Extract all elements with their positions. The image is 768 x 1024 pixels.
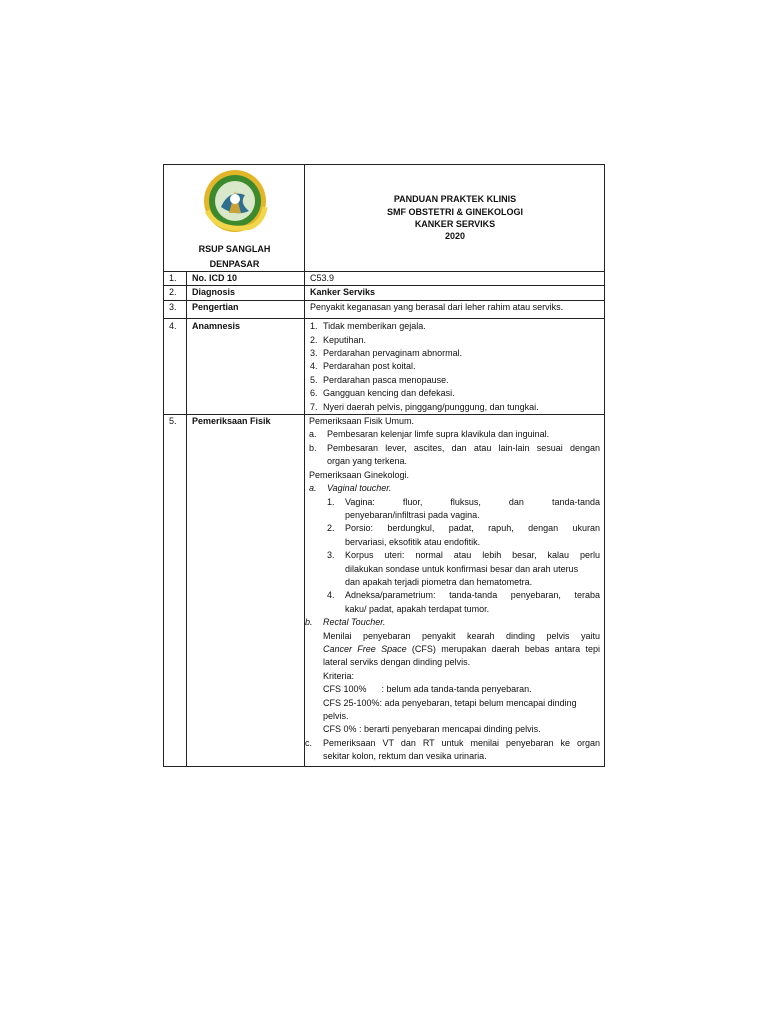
anamnesis-list <box>305 319 605 415</box>
list-item <box>310 401 600 414</box>
physical-exam-cell <box>305 415 605 767</box>
header-row <box>164 165 605 272</box>
criteria-title: Kriteria: <box>323 670 355 681</box>
row-value: Kanker Serviks <box>305 286 605 300</box>
table-row <box>164 300 605 318</box>
item-text: Pembesaran lever, ascites, dan atau lain-lain sesuai dengan <box>327 442 600 453</box>
row-number: 3. <box>164 300 187 318</box>
general-exam-title: Pemeriksaan Fisik Umum. <box>309 416 415 427</box>
title-line-2: SMF OBSTETRI & GINEKOLOGI <box>386 206 523 217</box>
item-text: Pemeriksaan VT dan RT untuk menilai penyebaran ke organ <box>323 737 600 748</box>
list-item <box>310 320 600 333</box>
list-item <box>309 428 600 441</box>
cfs-desc: (CFS) merupakan daerah bebas antara tepi <box>406 643 600 654</box>
list-item <box>305 737 600 764</box>
item-number: 5. <box>310 374 318 385</box>
guideline-table <box>163 164 605 767</box>
hospital-name-line1: RSUP SANGLAH <box>198 244 271 254</box>
vaginal-toucher-title: Vaginal toucher. <box>327 483 392 494</box>
item-text: Perdarahan pasca menopause. <box>323 374 449 385</box>
item-letter: c. <box>305 737 313 748</box>
item-text: penyebaran/infiltrasi pada vagina. <box>345 509 480 520</box>
item-text: lateral serviks dengan dinding pelvis. <box>323 657 471 668</box>
title-line-4: 2020 <box>444 231 466 242</box>
criteria-cfs0: CFS 0% : berarti penyebaran mencapai dinding pelvis. <box>323 724 541 735</box>
row-label: Pemeriksaan Fisik <box>187 415 305 767</box>
gynecology-exam-title: Pemeriksaan Ginekologi. <box>309 469 410 480</box>
item-text: dilakukan sondase untuk konfirmasi besar dan arah uterus <box>345 563 579 574</box>
item-text: Gangguan kencing dan defekasi. <box>323 388 455 399</box>
item-text: Vagina: fluor, fluksus, dan tanda-tanda <box>345 496 600 507</box>
row-label: No. ICD 10 <box>187 272 305 286</box>
item-number: 2. <box>310 334 318 345</box>
item-number: 4. <box>310 361 318 372</box>
criteria-cfs25-cont: pelvis. <box>323 711 349 721</box>
item-text: Nyeri daerah pelvis, pinggang/punggung, dan tungkai. <box>323 401 539 412</box>
table-row <box>164 286 605 300</box>
list-item <box>305 616 600 629</box>
item-number: 7. <box>310 401 318 412</box>
item-text: Pembesaran kelenjar limfe supra klavikula dan inguinal. <box>327 429 550 440</box>
list-item <box>309 589 600 616</box>
row-number: 2. <box>164 286 187 300</box>
item-number: 1. <box>327 496 335 507</box>
item-number: 6. <box>310 388 318 399</box>
row-value: Penyakit keganasan yang berasal dari leher rahim atau serviks. <box>305 300 605 318</box>
list-item <box>310 347 600 360</box>
item-text: organ yang terkena. <box>327 456 408 467</box>
item-number: 4. <box>327 590 335 601</box>
criteria-cfs100: CFS 100% : belum ada tanda-tanda penyebaran. <box>323 684 532 695</box>
criteria-cfs25: CFS 25-100%: ada penyebaran, tetapi belum mencapai dinding <box>323 697 577 708</box>
item-text: Keputihan. <box>323 334 367 345</box>
item-text: sekitar kolon, rektum dan vesika urinaria. <box>323 751 487 762</box>
item-letter: b. <box>305 617 313 628</box>
item-letter: a. <box>309 429 317 440</box>
list-item <box>309 496 600 523</box>
clinical-guideline-document <box>163 164 604 767</box>
item-number: 1. <box>310 321 318 332</box>
item-text: Korpus uteri: normal atau lebih besar, kalau perlu <box>345 550 600 561</box>
item-number: 3. <box>327 550 335 561</box>
list-item <box>309 522 600 549</box>
row-number: 1. <box>164 272 187 286</box>
title-cell <box>305 165 605 272</box>
item-text: Perdarahan pervaginam abnormal. <box>323 348 463 359</box>
item-number: 2. <box>327 523 335 534</box>
list-item <box>309 442 600 469</box>
list-item <box>309 549 600 589</box>
hospital-name-line2: DENPASAR <box>209 259 260 269</box>
hospital-logo <box>199 167 271 235</box>
item-letter: a. <box>309 483 317 494</box>
item-text: Porsio: berdungkul, padat, rapuh, dengan ukuran <box>345 523 600 534</box>
item-text: Menilai penyebaran penyakit kearah dinding pelvis yaitu <box>323 630 600 641</box>
cfs-term: Cancer Free Space <box>323 643 407 654</box>
item-letter: b. <box>309 442 317 453</box>
title-line-1: PANDUAN PRAKTEK KLINIS <box>393 194 517 205</box>
list-item <box>310 374 600 387</box>
item-number: 3. <box>310 348 318 359</box>
list-item <box>309 482 600 495</box>
row-label: Anamnesis <box>187 319 305 415</box>
row-value: C53.9 <box>305 272 605 286</box>
item-text: bervariasi, eksofitik atau endofitik. <box>345 536 481 547</box>
row-label: Pengertian <box>187 300 305 318</box>
row-number: 5. <box>164 415 187 767</box>
row-label: Diagnosis <box>187 286 305 300</box>
title-line-3: KANKER SERVIKS <box>414 219 496 229</box>
item-text: dan apakah terjadi piometra dan hematometra. <box>345 576 533 587</box>
table-row <box>164 272 605 286</box>
rectal-toucher-title: Rectal Toucher. <box>323 617 386 628</box>
list-item <box>310 387 600 400</box>
table-row <box>164 415 605 767</box>
list-item <box>310 360 600 373</box>
table-row <box>164 319 605 415</box>
list-item <box>310 334 600 347</box>
item-text: Tidak memberikan gejala. <box>323 321 426 332</box>
row-number: 4. <box>164 319 187 415</box>
rectal-toucher-body <box>323 630 600 737</box>
item-text: Perdarahan post koital. <box>323 361 416 372</box>
item-text: kaku/ padat, apakah terdapat tumor. <box>345 603 490 614</box>
item-text: Adneksa/parametrium: tanda-tanda penyebaran, teraba <box>345 590 600 601</box>
hospital-cell <box>164 165 305 272</box>
item-text <box>323 643 600 656</box>
